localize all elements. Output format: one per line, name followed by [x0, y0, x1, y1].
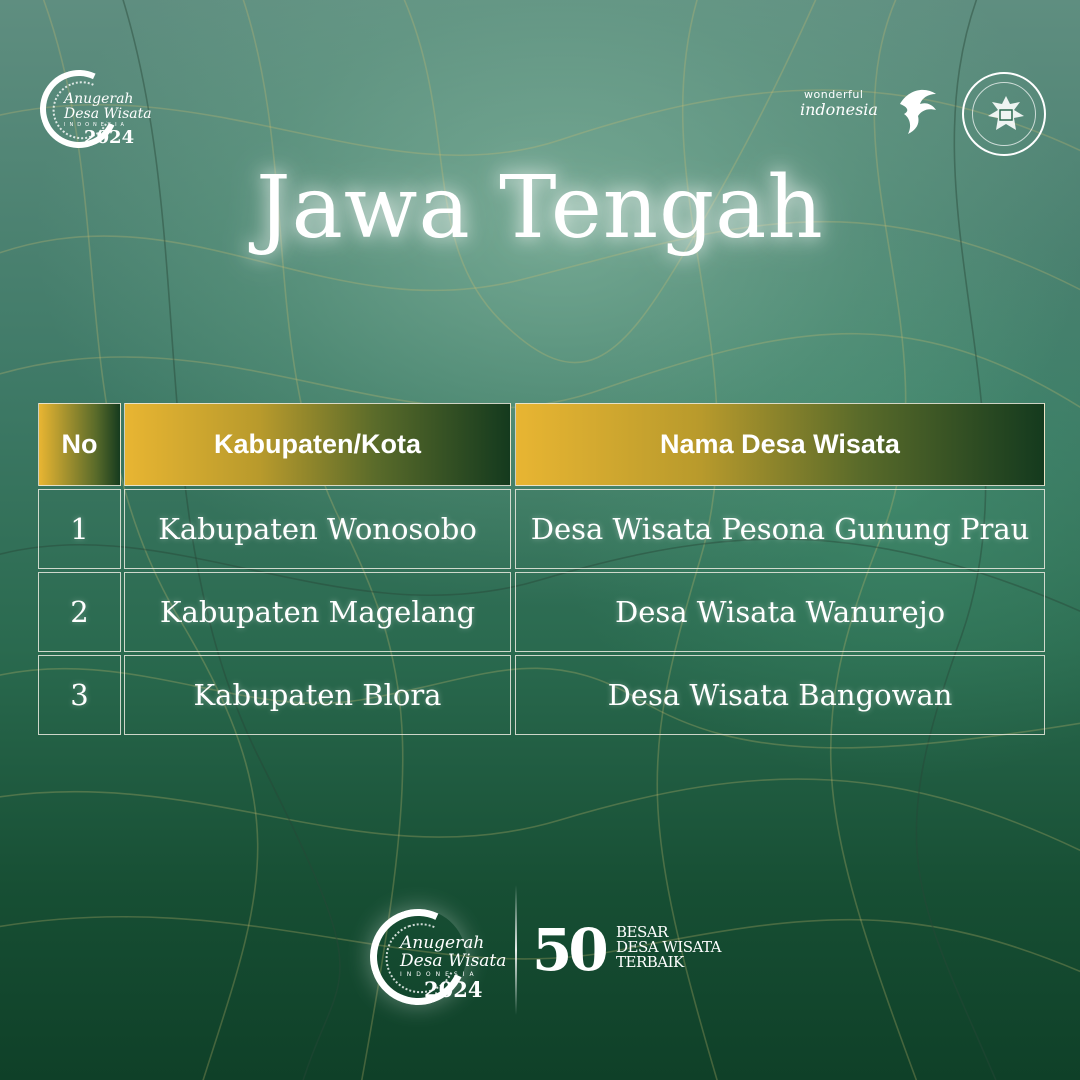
row-desa: Desa Wisata Pesona Gunung Prau: [515, 489, 1045, 569]
row-no: 3: [38, 655, 121, 735]
logo-text-desa-wisata: Desa Wisata: [64, 106, 152, 122]
wonderful-indonesia-logo: [800, 84, 940, 136]
logo-text-anugerah: Anugerah: [64, 91, 134, 107]
footer-logo-year: 2024: [424, 977, 483, 1002]
tagline-desa-wisata: DESA WISATA: [616, 938, 722, 956]
logo-text-indonesia: INDONESIA: [64, 122, 128, 128]
indonesia-text: indonesia: [800, 100, 878, 119]
footer-number: 50: [532, 916, 605, 984]
footer-divider: [515, 885, 517, 1015]
row-desa: Desa Wisata Bangowan: [515, 655, 1045, 735]
anugerah-logo-top: [40, 70, 160, 150]
footer-tagline: [616, 925, 721, 970]
tagline-terbaik: TERBAIK: [616, 953, 684, 971]
row-no: 1: [38, 489, 121, 569]
row-no: 2: [38, 572, 121, 652]
garuda-bird-icon: [894, 84, 940, 136]
row-kabupaten: Kabupaten Magelang: [124, 572, 511, 652]
header-desa: Nama Desa Wisata: [515, 403, 1045, 486]
header-no: No: [38, 403, 121, 486]
tagline-besar: BESAR: [616, 923, 668, 941]
footer-logo: [370, 885, 770, 1015]
logo-text-year: 2024: [84, 127, 135, 148]
header-kabupaten: Kabupaten/Kota: [124, 403, 511, 486]
wonderful-text: wonderful: [804, 88, 864, 101]
table-row: [38, 489, 1045, 569]
footer-logo-anugerah: Anugerah: [400, 933, 485, 953]
row-kabupaten: Kabupaten Wonosobo: [124, 489, 511, 569]
footer-logo-desa-wisata: Desa Wisata: [400, 951, 507, 971]
table-header-row: [38, 403, 1045, 483]
page-title: Jawa Tengah: [256, 158, 824, 258]
row-kabupaten: Kabupaten Blora: [124, 655, 511, 735]
row-desa: Desa Wisata Wanurejo: [515, 572, 1045, 652]
table-row: [38, 655, 1045, 735]
table-row: [38, 572, 1045, 652]
garuda-emblem-icon: [962, 72, 1046, 156]
footer-logo-indonesia: INDONESIA: [400, 971, 479, 978]
